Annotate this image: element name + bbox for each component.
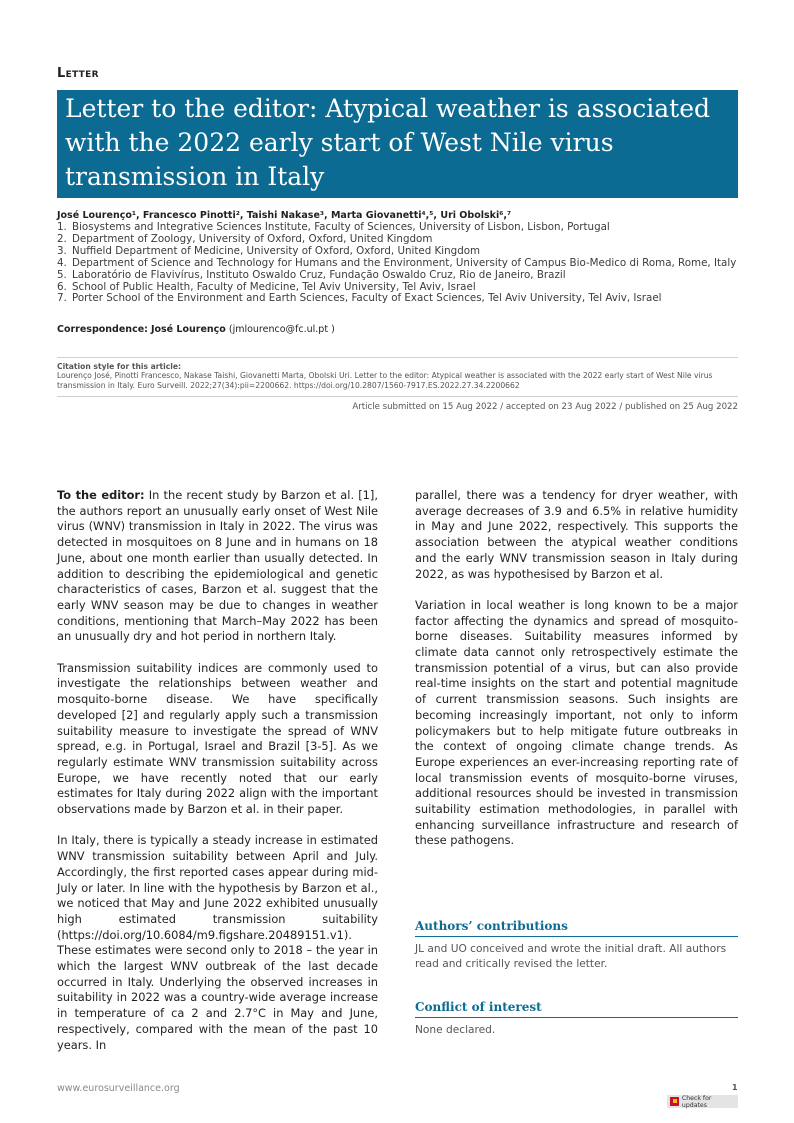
affiliation-item: 6. School of Public Health, Faculty of Medicine, Tel Aviv University, Tel Aviv, Israel	[57, 280, 476, 293]
conflict-text: None declared.	[415, 1024, 496, 1036]
paragraph: parallel, there was a tendency for dryer weather, with average decreases of 3.9 and 6.5% in relative humidity in May and June 2022, respectively. This supports the association between the atypical weather conditions and the early WNV transmission season in Italy during 2022, as was hypothesised by Barzon et al.	[415, 488, 738, 581]
affiliation-list	[57, 222, 747, 305]
paragraph: Variation in local weather is long known to be a major factor affecting the dynamics and spread of mosquito-borne diseases. Suitability measures informed by climate data cannot only retrospectively estimate the transmission potential of a virus, but can also provide real-time insights on the start and potential magnitude of current transmission seasons. Such insights are becoming increasingly important, not only to inform policymakers but to help mitigate future outbreaks in the context of ongoing climate change trends. As Europe experiences an ever-increasing reporting rate of local transmission events of mosquito-borne viruses, additional resources should be invested in transmission suitability estimation methodologies, in parallel with enhancing surveillance infrastructure and research of these pathogens.	[415, 597, 738, 848]
section-label: Letter	[57, 66, 99, 81]
authors-contributions-box	[415, 919, 738, 972]
body-column-right	[415, 488, 738, 865]
badge-label: Check for updates	[681, 1094, 712, 1109]
footer-url[interactable]: www.eurosurveillance.org	[57, 1083, 180, 1094]
title-banner	[57, 90, 738, 198]
author-list: José Lourenço¹, Francesco Pinotti², Taishi Nakase³, Marta Giovanetti⁴,⁵, Uri Obolski⁶,⁷	[57, 210, 512, 221]
affiliation-item: 4. Department of Science and Technology for Humans and the Environment, University of Campus Bio-Medico di Roma, Rome, Italy	[57, 256, 737, 269]
contributions-rule	[415, 936, 738, 937]
page-number: 1	[732, 1083, 738, 1092]
paragraph: Transmission suitability indices are commonly used to investigate the relationships between weather and mosquito-borne disease. We have specifically developed [2] and regularly apply such a transmission suitability measure to investigate the spread of WNV spread, e.g. in Portugal, Israel and Brazil [3-5]. As we regularly estimate WNV transmission suitability across Europe, we have recently noted that our early estimates for Italy during 2022 align with the important observations made by Barzon et al. in their paper.	[57, 660, 378, 817]
paragraph: To the editor: In the recent study by Barzon et al. [1], the authors report an unusually early onset of West Nile virus (WNV) transmission in Italy in 2022. The virus was detected in mosquitoes on 8 June and in humans on 18 June, about one month earlier than usually detected. In addition to describing the epidemiological and genetic characteristics of cases, Barzon et al. suggest that the early WNV season may be due to changes in weather conditions, mentioning that March–May 2022 has been an unusually dry and hot period in northern Italy.	[57, 488, 378, 644]
paragraph: In Italy, there is typically a steady increase in estimated WNV transmission suitability between April and July. Accordingly, the first reported cases appear during mid-July or later. In line with the hypothesis by Barzon et al., we noticed that May and June 2022 exhibited unusually high estimated transmission suitability (https://doi.org/10.6084/m9.figshare.20489151.v1). These estimates were second only to 2018 – the year in which the largest WNV outbreak of the last decade occurred in Italy. Underlying the observed increases in suitability in 2022 was a country-wide average increase in temperature of ca 2 and 2.7°C in May and June, respectively, compared with the mean of the past 10 years. In	[57, 833, 378, 1052]
crossmark-icon	[670, 1097, 679, 1106]
citation-text: Lourenço José, Pinotti Francesco, Nakase Taishi, Giovanetti Marta, Obolski Uri. Letter to the editor: Atypical weather is associated with the 2022 early start of West Nile virus transmission in Italy. Euro Surveill. 2022;27(34):pii=2200662. https://doi.org/10.2807/1560-7917.ES.2022.27.34.2200662	[57, 371, 713, 390]
divider	[57, 357, 738, 358]
correspondence-name: José Lourenço	[150, 324, 226, 335]
correspondence-email[interactable]: (jmlourenco@fc.ul.pt )	[228, 324, 335, 335]
contributions-text: JL and UO conceived and wrote the initial draft. All authors read and critically revised the letter.	[415, 943, 727, 970]
salutation: To the editor:	[57, 488, 145, 502]
affiliation-item: 1. Biosystems and Integrative Sciences Institute, Faculty of Sciences, University of Lisbon, Lisbon, Portugal	[57, 221, 610, 233]
citation-block	[57, 362, 741, 390]
article-title: Letter to the editor: Atypical weather is associated with the 2022 early start of West Nile virus transmission in Italy	[65, 94, 711, 191]
divider	[57, 396, 738, 397]
check-for-updates-button[interactable]	[667, 1095, 738, 1108]
affiliation-item: 3. Nuffield Department of Medicine, University of Oxford, Oxford, United Kingdom	[57, 244, 481, 257]
correspondence	[57, 324, 335, 335]
article-dates: Article submitted on 15 Aug 2022 / accepted on 23 Aug 2022 / published on 25 Aug 2022	[352, 402, 738, 412]
correspondence-label: Correspondence:	[57, 324, 148, 335]
citation-label: Citation style for this article:	[57, 362, 182, 371]
affiliation-item: 2. Department of Zoology, University of Oxford, Oxford, United Kingdom	[57, 232, 433, 245]
contributions-heading: Authors’ contributions	[415, 919, 568, 933]
conflict-heading: Conflict of interest	[415, 1000, 542, 1014]
body-column-left	[57, 488, 378, 1069]
conflict-rule	[415, 1017, 738, 1018]
affiliation-item: 5. Laboratório de Flavivírus, Instituto Oswaldo Cruz, Fundação Oswaldo Cruz, Rio de Janeiro, Brazil	[57, 268, 566, 281]
affiliation-item: 7. Porter School of the Environment and Earth Sciences, Faculty of Exact Sciences, Tel Aviv University, Tel Aviv, Israel	[57, 292, 662, 305]
conflict-of-interest-box	[415, 1000, 738, 1038]
